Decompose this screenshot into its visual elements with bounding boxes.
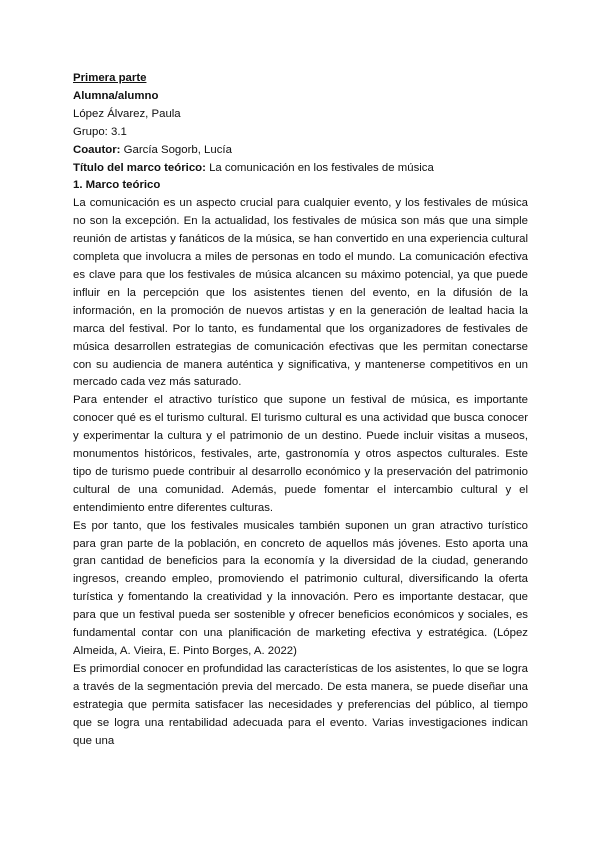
body-text — [73, 195, 528, 750]
student-name: López Álvarez, Paula — [73, 107, 181, 120]
document-body — [73, 70, 528, 750]
paragraph-1: La comunicación es un aspecto crucial para cualquier evento, y los festivales de música no son la excepción. En la actualidad, los festivales de música son más que una simple reunión de artistas y fanáticos de la música, se han convertido en una experiencia cultural completa que involucra a miles de personas en todo el mundo. La comunicación efectiva es clave para que los festivales de música alcancen su máximo potencial, ya que puede influir en la percepción que los asistentes tienen del evento, en la difusión de la información, en la promoción de nuevos artistas y en la generación de lealtad hacia la marca del festival. Por lo tanto, es fundamental que los organizadores de festivales de música desarrollen estrategias de comunicación efectivas que les permitan conectarse con su audiencia de manera auténtica y significativa, y mantenerse competitivos en un mercado cada vez más saturado. — [73, 197, 528, 389]
title-value: La comunicación en los festivales de música — [205, 161, 434, 174]
coauthor-line — [73, 142, 528, 160]
paragraph-4: Es primordial conocer en profundidad las características de los asistentes, lo que se logra a través de la segmentación previa del mercado. De esta manera, se puede diseñar una estrategia que permita satisfacer las necesidades y preferencias del público, al tiempo que se logra una rentabilidad adecuada para el evento. Varias investigaciones indican que una — [73, 662, 528, 747]
coauthor-value: García Sogorb, Lucía — [120, 143, 232, 156]
paragraph-3: Es por tanto, que los festivales musicales también suponen un gran atractivo turístico para gran parte de la población, en concreto de aquellos más jóvenes. Esto aporta una gran cantidad de beneficios para la economía y la diversidad de la ciudad, generando ingresos, creando empleo, promoviendo el patrimonio cultural, diversificando la oferta turística y fomentando la creatividad y la innovación. Pero es importante destacar, que para que un festival pueda ser sostenible y ofrecer beneficios económicos y sociales, es fundamental contar con una planificación de marketing efectiva y estratégica. (López Almeida, A. Vieira, E. Pinto Borges, A. 2022) — [73, 519, 528, 657]
role-label: Alumna/alumno — [73, 89, 159, 102]
paragraph-2: Para entender el atractivo turístico que supone un festival de música, es importante conocer qué es el turismo cultural. El turismo cultural es una actividad que busca conocer y experimentar la cultura y el patrimonio de un destino. Puede incluir visitas a museos, monumentos históricos, festivales, arte, gastronomía y otros aspectos culturales. Este tipo de turismo puede contribuir al desarrollo económico y la preservación del patrimonio cultural de una comunidad. Además, puede fomentar el intercambio cultural y el entendimiento entre diferentes culturas. — [73, 394, 528, 514]
section-heading: 1. Marco teórico — [73, 179, 161, 192]
title-line — [73, 160, 528, 178]
group-line: Grupo: 3.1 — [73, 125, 127, 138]
part-title: Primera parte — [73, 72, 147, 84]
title-label: Título del marco teórico: — [73, 161, 206, 174]
coauthor-label: Coautor: — [73, 143, 121, 156]
